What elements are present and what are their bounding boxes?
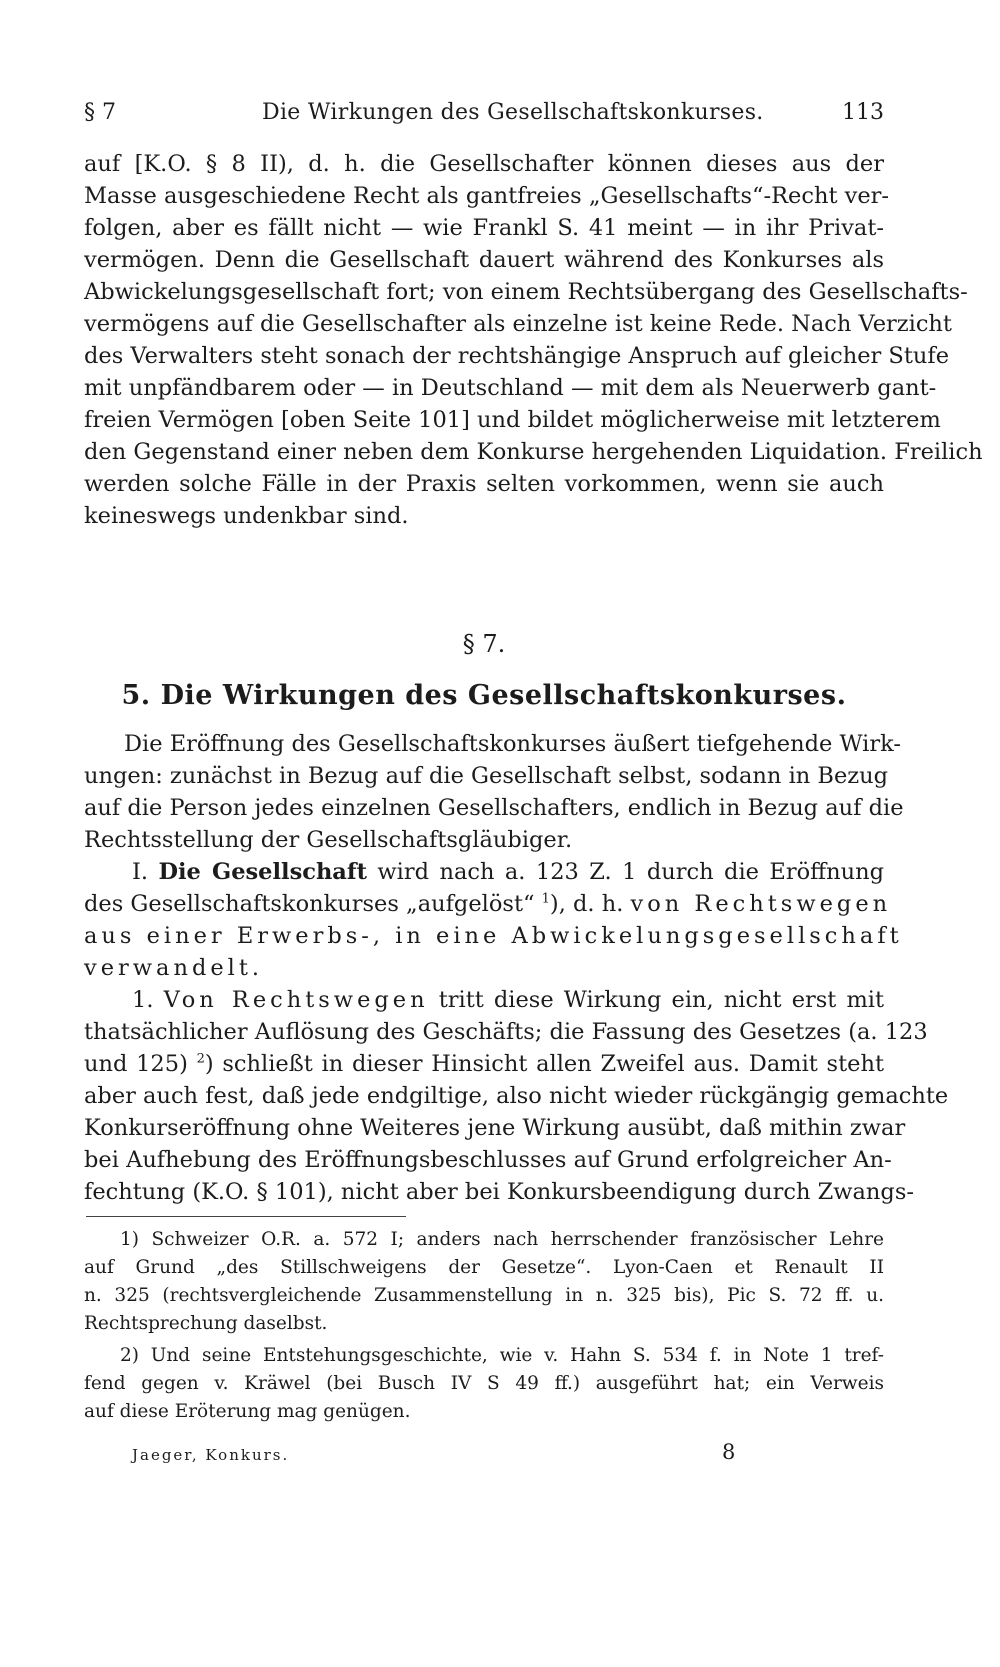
- body-line: vermögen. Denn die Gesellschaft dauert während des Konkurses als: [84, 247, 884, 273]
- body-line: Konkurseröffnung ohne Weiteres jene Wirkung ausübt, daß mithin zwar: [84, 1115, 906, 1141]
- sheet-signature: 8: [722, 1440, 736, 1464]
- spaced-emphasis: von Rechtswegen: [630, 891, 892, 917]
- body-line: Masse ausgeschiedene Recht als gantfreies „Gesellschafts“-Recht ver-: [84, 183, 890, 209]
- emphasis-term: Die Gesellschaft: [158, 859, 367, 885]
- body-line: vermögens auf die Gesellschafter als einzelne ist keine Rede. Nach Verzicht: [84, 311, 952, 337]
- body-line: auf die Person jedes einzelnen Gesellschafters, endlich in Bezug auf die: [84, 795, 904, 821]
- footnote-line: auf Grund „des Stillschweigens der Gesetze“. Lyon-Caen et Renault II: [84, 1257, 884, 1278]
- body-line: Abwickelungsgesellschaft fort; von einem Rechtsübergang des Gesellschafts-: [84, 279, 968, 305]
- body-line: des Verwalters steht sonach der rechtshängige Anspruch auf gleicher Stufe: [84, 343, 950, 369]
- footnote-line: auf diese Eröterung mag genügen.: [84, 1401, 411, 1422]
- footnote-line: 1) Schweizer O.R. a. 572 I; anders nach herrschender französischer Lehre: [120, 1229, 884, 1250]
- body-line: folgen, aber es fällt nicht — wie Frankl S. 41 meint — in ihr Privat-: [84, 215, 884, 241]
- body-line: bei Aufhebung des Eröffnungsbeschlusses auf Grund erfolgreicher An-: [84, 1147, 892, 1173]
- printer-signature: Jaeger, Konkurs.: [132, 1446, 290, 1464]
- body-line: 1. Von Rechtswegen tritt diese Wirkung ein, nicht erst mit: [132, 987, 885, 1013]
- body-line: aus einer Erwerbs-, in eine Abwickelungsgesellschaft: [84, 923, 903, 949]
- body-line: auf [K.O. § 8 II), d. h. die Gesellschafter können dieses aus der: [84, 151, 884, 177]
- body-line: ungen: zunächst in Bezug auf die Gesellschaft selbst, sodann in Bezug: [84, 763, 889, 789]
- running-title: Die Wirkungen des Gesellschaftskonkurses.: [262, 100, 764, 125]
- footnote-line: Rechtsprechung daselbst.: [84, 1313, 328, 1334]
- body-line: verwandelt.: [84, 955, 264, 981]
- footnote-line: n. 325 (rechtsvergleichende Zusammenstellung in n. 325 bis), Pic S. 72 ff. u.: [84, 1285, 884, 1306]
- body-line: und 125) $^2$) schließt in dieser Hinsicht allen Zweifel aus. Damit steht: [84, 1051, 884, 1077]
- body-line: freien Vermögen [oben Seite 101] und bildet möglicherweise mit letzterem: [84, 407, 941, 433]
- body-line: den Gegenstand einer neben dem Konkurse hergehenden Liquidation. Freilich: [84, 439, 983, 465]
- footnote-ref: 2: [196, 1051, 205, 1067]
- header-section-mark: § 7: [84, 100, 116, 125]
- body-line: des Gesellschaftskonkurses „aufgelöst“ $^1$), d. h. von Rechtswegen: [84, 891, 892, 917]
- section-sign: § 7.: [462, 630, 506, 658]
- page-header: [84, 100, 884, 132]
- footnote-line: fend gegen v. Kräwel (bei Busch IV S 49 ff.) ausgeführt hat; ein Verweis: [84, 1373, 884, 1394]
- body-line: Die Eröffnung des Gesellschaftskonkurses äußert tiefgehende Wirk-: [124, 731, 901, 757]
- footnote-rule: [86, 1216, 406, 1217]
- body-line: thatsächlicher Auflösung des Geschäfts; die Fassung des Gesetzes (a. 123: [84, 1019, 928, 1045]
- footnote-line: 2) Und seine Entstehungsgeschichte, wie v. Hahn S. 534 f. in Note 1 tref-: [120, 1345, 884, 1366]
- body-line: aber auch fest, daß jede endgiltige, also nicht wieder rückgängig gemachte: [84, 1083, 949, 1109]
- body-line: Rechtsstellung der Gesellschaftsgläubiger.: [84, 827, 573, 853]
- spaced-emphasis: Von Rechtswegen: [163, 987, 429, 1013]
- page-number: 113: [842, 100, 884, 125]
- footnote-ref: 1: [541, 891, 550, 907]
- body-line: werden solche Fälle in der Praxis selten vorkommen, wenn sie auch: [84, 471, 884, 497]
- body-line: keineswegs undenkbar sind.: [84, 503, 409, 529]
- body-line: fechtung (K.O. § 101), nicht aber bei Konkursbeendigung durch Zwangs-: [84, 1179, 914, 1205]
- body-line: mit unpfändbarem oder — in Deutschland — mit dem als Neuerwerb gant-: [84, 375, 937, 401]
- section-heading: 5. Die Wirkungen des Gesellschaftskonkurses.: [121, 680, 847, 711]
- body-line: I. Die Gesellschaft wird nach a. 123 Z. 1 durch die Eröffnung: [132, 859, 884, 885]
